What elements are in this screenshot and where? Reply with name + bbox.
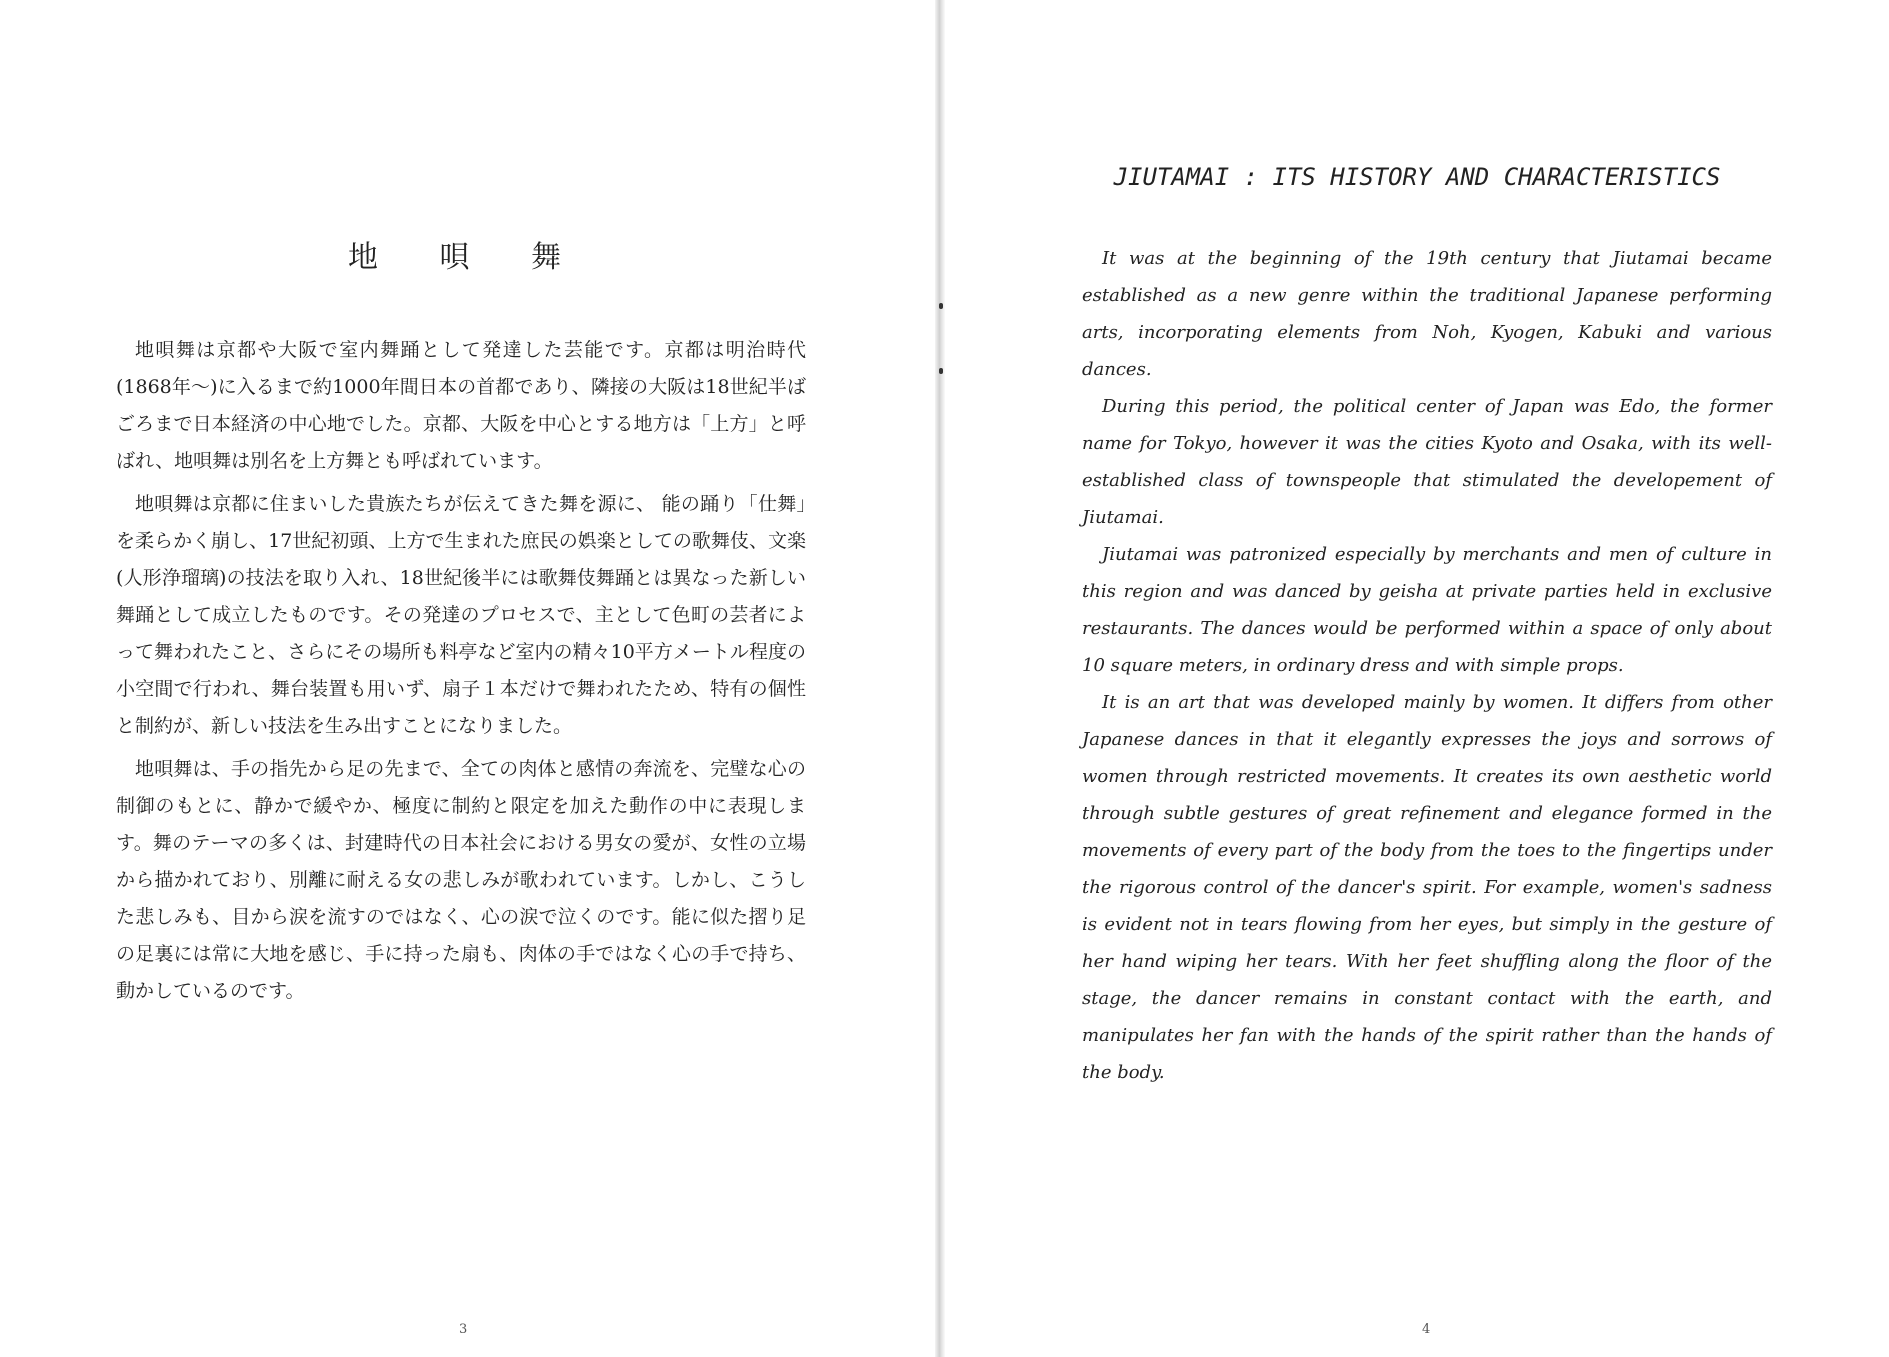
- english-paragraph: Jiutamai was patronized especially by merchants and men of culture in this region and was danced by geisha at private parties held in exclusive restaurants. The dances would be performed within a space of only about 10 square meters, in ordinary dress and with simple props.: [1082, 544, 1772, 676]
- english-body: [1082, 240, 1772, 1091]
- page-number-left: 3: [459, 1322, 468, 1337]
- page-number-right: 4: [1422, 1322, 1431, 1337]
- japanese-paragraph: 地唄舞は、手の指先から足の先まで、全ての肉体と感情の奔流を、完璧な心の制御のもとに、静かで緩やか、極度に制約と限定を加えた動作の中に表現します。舞のテーマの多くは、封建時代の日本社会における男女の愛が、女性の立場から描かれており、別離に耐える女の悲しみが歌われています。しかし、こうした悲しみも、目から涙を流すのではなく、心の涙で泣くのです。能に似た摺り足の足裏には常に大地を感じ、手に持った扇も、肉体の手ではなく心の手で持ち、動かしているのです。: [116, 758, 806, 1002]
- japanese-paragraph: 地唄舞は京都や大阪で室内舞踊として発達した芸能です。京都は明治時代(1868年〜)に入るまで約1000年間日本の首都であり、隣接の大阪は18世紀半ばごろまで日本経済の中心地でした。京都、大阪を中心とする地方は「上方」と呼ばれ、地唄舞は別名を上方舞とも呼ばれています。: [116, 339, 806, 472]
- english-title: JIUTAMAI : ITS HISTORY AND CHARACTERISTICS: [1113, 163, 1721, 191]
- english-paragraph: During this period, the political center of Japan was Edo, the former name for Tokyo, however it was the cities Kyoto and Osaka, with its well-established class of townspeople that stimulated the developement of Jiutamai.: [1082, 396, 1772, 528]
- japanese-title: 地 唄 舞: [347, 240, 588, 275]
- english-paragraph: It is an art that was developed mainly by women. It differs from other Japanese dances in that it elegantly expresses the joys and sorrows of women through restricted movements. It creates its own aesthetic world through subtle gestures of great refinement and elegance formed in the movements of every part of the body from the toes to the fingertips under the rigorous control of the dancer's spirit. For example, women's sadness is evident not in tears flowing from her eyes, but simply in the gesture of her hand wiping her tears. With her feet shuffling along the floor of the stage, the dancer remains in constant contact with the earth, and manipulates her fan with the hands of the spirit rather than the hands of the body.: [1082, 692, 1772, 1083]
- english-paragraph: It was at the beginning of the 19th century that Jiutamai became established as a new genre within the traditional Japanese performing arts, incorporating elements from Noh, Kyogen, Kabuki and various dances.: [1082, 248, 1772, 380]
- japanese-body: [116, 332, 806, 1016]
- gutter-mark: [939, 303, 943, 309]
- book-gutter: [935, 0, 945, 1357]
- japanese-paragraph: 地唄舞は京都に住まいした貴族たちが伝えてきた舞を源に、 能の踊り「仕舞」を柔らかく崩し、17世紀初頭、上方で生まれた庶民の娯楽としての歌舞伎、文楽(人形浄瑠璃)の技法を取り入れ、18世紀後半には歌舞伎舞踊とは異なった新しい舞踊として成立したものです。その発達のプロセスで、主として色町の芸者によって舞われたこと、さらにその場所も料亭など室内の精々10平方メートル程度の小空間で行われ、舞台装置も用いず、扇子１本だけで舞われたため、特有の個性と制約が、新しい技法を生み出すことになりました。: [116, 493, 806, 737]
- gutter-mark: [939, 368, 943, 374]
